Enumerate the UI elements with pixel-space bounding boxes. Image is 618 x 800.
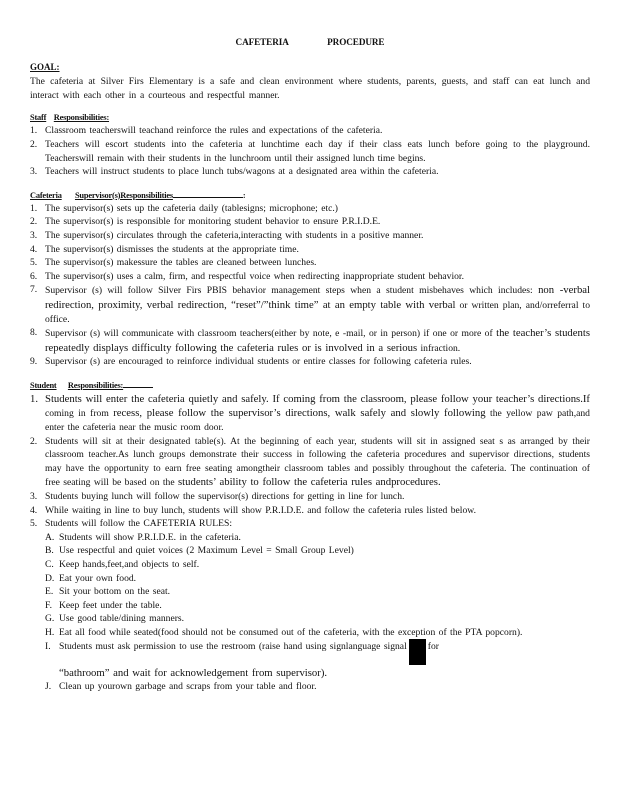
document-title: [30, 36, 590, 50]
list-item: 2. Students will sit at their designated table(s). At the beginning of each year, students will sit in assigned seat s as arranged by their classroom teacher.As lunch groups demonstrate their success in following the cafeteria procedures and supervisor directions, students may have the opportunity to earn free seating amongtheir classroom tables and possibly throughout the cafeteria. The continuation of free seating will be based on the students’ ability to follow the cafeteria rules andprocedures.: [30, 435, 590, 489]
supervisor-heading: Cafeteria Supervisor(s)Responsibilities :: [30, 190, 246, 200]
list-item: 4. While waiting in line to buy lunch, students will show P.R.I.D.E. and follow the cafeteria rules listed below.: [30, 504, 476, 516]
title-procedure: PROCEDURE: [327, 37, 385, 47]
list-item: 7. Supervisor (s) will follow Silver Firs PBIS behavior management steps when a student misbehaves which includes: non -verbal redirection, proximity, verbal redirection, “reset”/”think time” at an empty table with verbal or written plan, and/orreferral to office.: [30, 284, 591, 325]
rule-item: C. Keep hands,feet,and objects to self.: [45, 559, 200, 570]
list-item: 5. Students will follow the CAFETERIA RULES:: [30, 518, 233, 530]
list-item: 5. The supervisor(s) makessure the tables are cleaned between lunches.: [30, 257, 317, 269]
student-heading: Student Responsibilities:: [30, 379, 590, 392]
supervisor-list: [30, 202, 590, 369]
student-section: [30, 379, 590, 694]
rule-item: G. Use good table/dining manners.: [45, 613, 185, 625]
redaction-box: [409, 639, 426, 665]
title-cafeteria: CAFETERIA: [235, 37, 289, 47]
staff-list: [30, 124, 590, 178]
rule-item: I. Students must ask permission to use the restroom (raise hand using signlanguage signal for “bathroom” and wait for acknowledgement from supervisor).: [45, 640, 439, 679]
supervisor-section: [30, 189, 590, 369]
document-page: [30, 36, 590, 704]
list-item: 3. Teachers will instruct students to place lunch tubs/wagons at a designated area within the cafeteria.: [30, 166, 439, 178]
goal-section: [30, 61, 590, 103]
rule-item: A. Students will show P.R.I.D.E. in the cafeteria.: [45, 531, 241, 543]
staff-heading: Staff Responsibilities:: [30, 113, 110, 123]
staff-section: [30, 112, 590, 178]
rule-item: H. Eat all food while seated(food should not be consumed out of the cafeteria, with the exception of the PTA popcorn).: [45, 626, 523, 638]
goal-text: The cafeteria at Silver Firs Elementary is a safe and clean environment where students, parents, guests, and staff can eat lunch and interact with each other in a courteous and respectful manner.: [30, 76, 590, 101]
list-item: 6. The supervisor(s) uses a calm, firm, and respectful voice when redirecting inappropriate student behavior.: [30, 270, 464, 282]
list-item: 2. The supervisor(s) is responsible for monitoring student behavior to ensure P.R.I.D.E.: [30, 216, 381, 228]
list-item: 3. The supervisor(s) circulates through the cafeteria,interacting with students in a positive manner.: [30, 229, 424, 241]
rule-item: J. Clean up yourown garbage and scraps from your table and floor.: [45, 681, 317, 693]
list-item: 9. Supervisor (s) are encouraged to reinforce individual students or entire classes for following cafeteria rules.: [30, 356, 472, 368]
rule-item: E. Sit your bottom on the seat.: [45, 586, 171, 598]
list-item: 1. Classroom teacherswill teachand reinforce the rules and expectations of the cafeteria.: [30, 125, 383, 137]
rule-item: D. Eat your own food.: [45, 572, 137, 584]
rule-item: F. Keep feet under the table.: [45, 599, 162, 611]
rule-item: B. Use respectful and quiet voices (2 Maximum Level = Small Group Level): [45, 545, 354, 557]
goal-heading: GOAL:: [30, 61, 60, 72]
list-item: 1. The supervisor(s) sets up the cafeteria daily (tablesigns; microphone; etc.): [30, 202, 338, 214]
list-item: 1. Students will enter the cafeteria quietly and safely. If coming from the classroom, please follow your teacher’s directions.If coming in from recess, please follow the supervisor’s directions, walk safely and slowly following the yellow paw path,and enter the cafeteria near the music room door.: [30, 392, 590, 434]
list-item: 3. Students buying lunch will follow the supervisor(s) directions for getting in line for lunch.: [30, 491, 405, 503]
list-item: 4. The supervisor(s) dismisses the students at the appropriate time.: [30, 243, 299, 255]
student-list: [30, 392, 590, 694]
list-item: 2. Teachers will escort students into the cafeteria at lunchtime each day if their class eats lunch before going to the playground. Teacherswill remain with their students in the lunchroom until their assigned lunch time begins.: [30, 138, 590, 164]
list-item: 8. Supervisor (s) will communicate with classroom teachers(either by note, e -mail, or in person) if one or more of the teacher’s students repeatedly displays difficulty following the cafeteria rules or is involved in a serious infraction.: [30, 327, 590, 354]
